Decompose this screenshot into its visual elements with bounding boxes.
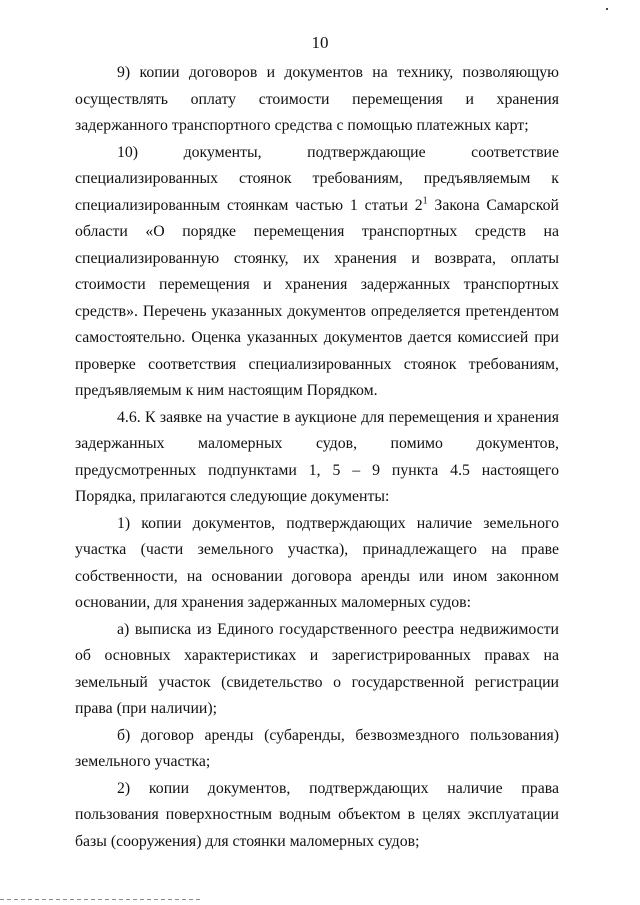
paragraph-item-2: 2) копии документов, подтверждающих наличие права пользования поверхностным водным объектом в целях эксплуатации базы (сооружения) для стоянки маломерных судов;: [75, 779, 559, 850]
paragraph-item-10-part-2: Закона Самарской области «О порядке перемещения транспортных средств на специализированную стоянку, их хранения и возврата, оплаты стоимости перемещения и хранения задержанных транспортных средств». Перечень указанных документов определяется претендентом самостоятельно. Оценка указанных документов дается комиссией при проверке соответствия специализированных стоянок требованиям, предъявляемым к ним настоящим Порядком.: [75, 196, 559, 399]
superscript-mark: 1: [422, 195, 428, 207]
paragraph-item-9: 9) копии договоров и документов на технику, позволяющую осуществлять оплату стоимости перемещения и хранения задержанного транспортного средства с помощью платежных карт;: [75, 64, 559, 134]
paragraph-item-10-part-1: 10) документы, подтверждающие соответствие специализированных стоянок требованиям, предъявляемым к специализированным стоянкам частью 1 статьи 2: [75, 143, 559, 214]
scan-speck: [606, 8, 608, 10]
paragraph-clause-4-6: 4.6. К заявке на участие в аукционе для перемещения и хранения задержанных маломерных судов, помимо документов, предусмотренных подпунктами 1, 5 – 9 пункта 4.5 настоящего Порядка, прилагаются следующие документы:: [75, 408, 559, 505]
paragraph-subitem-a: а) выписка из Единого государственного реестра недвижимости об основных характеристиках и зарегистрированных правах на земельный участок (свидетельство о государственной регистрации права (при наличии);: [75, 620, 559, 717]
page-number: 10: [311, 33, 329, 52]
paragraph-item-1: 1) копии документов, подтверждающих наличие земельного участка (части земельного участка), принадлежащего на праве собственности, на основании договора аренды или ином законном основании, для хранения задержанных маломерных судов:: [75, 514, 559, 611]
paragraph-item-10: [75, 140, 559, 405]
paragraph-subitem-b: б) договор аренды (субаренды, безвозмездного пользования) земельного участка;: [75, 726, 559, 770]
scan-bottom-edge: [0, 899, 200, 900]
document-body: [75, 60, 559, 855]
